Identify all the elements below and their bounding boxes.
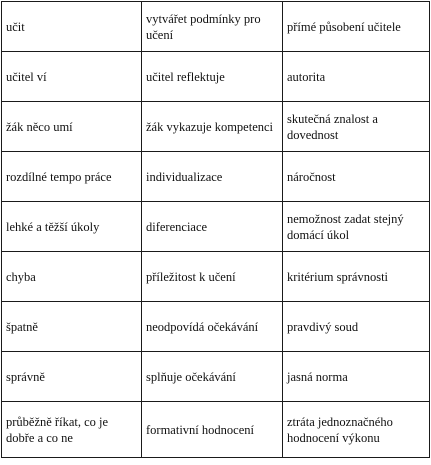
table-row [2,302,430,352]
table-cell: přímé působení učitele [283,2,430,52]
table-row [2,152,430,202]
table-cell: vytvářet podmínky pro učení [142,2,283,52]
table-cell: lehké a těžší úkoly [2,202,142,252]
table-cell: jasná norma [283,352,430,402]
table-cell: průběžně říkat, co je dobře a co ne [2,402,142,458]
table-row [2,52,430,102]
table-cell: učitel ví [2,52,142,102]
table-body [2,2,430,458]
table-cell: rozdílné tempo práce [2,152,142,202]
table-cell: nemožnost zadat stejný domácí úkol [283,202,430,252]
table-cell: špatně [2,302,142,352]
table-cell: žák něco umí [2,102,142,152]
table-row [2,2,430,52]
table-row [2,202,430,252]
table-cell: pravdivý soud [283,302,430,352]
table-cell: kritérium správnosti [283,252,430,302]
table-row [2,252,430,302]
table-cell: neodpovídá očekávání [142,302,283,352]
table-cell: diferenciace [142,202,283,252]
table-row [2,102,430,152]
table-cell: učit [2,2,142,52]
table-cell: příležitost k učení [142,252,283,302]
table-cell: autorita [283,52,430,102]
table-cell: chyba [2,252,142,302]
table-cell: správně [2,352,142,402]
table-cell: individualizace [142,152,283,202]
table-cell: ztráta jednoznačného hodnocení výkonu [283,402,430,458]
table-cell: formativní hodnocení [142,402,283,458]
table-cell: skutečná znalost a dovednost [283,102,430,152]
comparison-table [1,1,430,458]
table-cell: náročnost [283,152,430,202]
table-row [2,352,430,402]
table-cell: učitel reflektuje [142,52,283,102]
table-cell: splňuje očekávání [142,352,283,402]
table-cell: žák vykazuje kompetenci [142,102,283,152]
table-row [2,402,430,458]
